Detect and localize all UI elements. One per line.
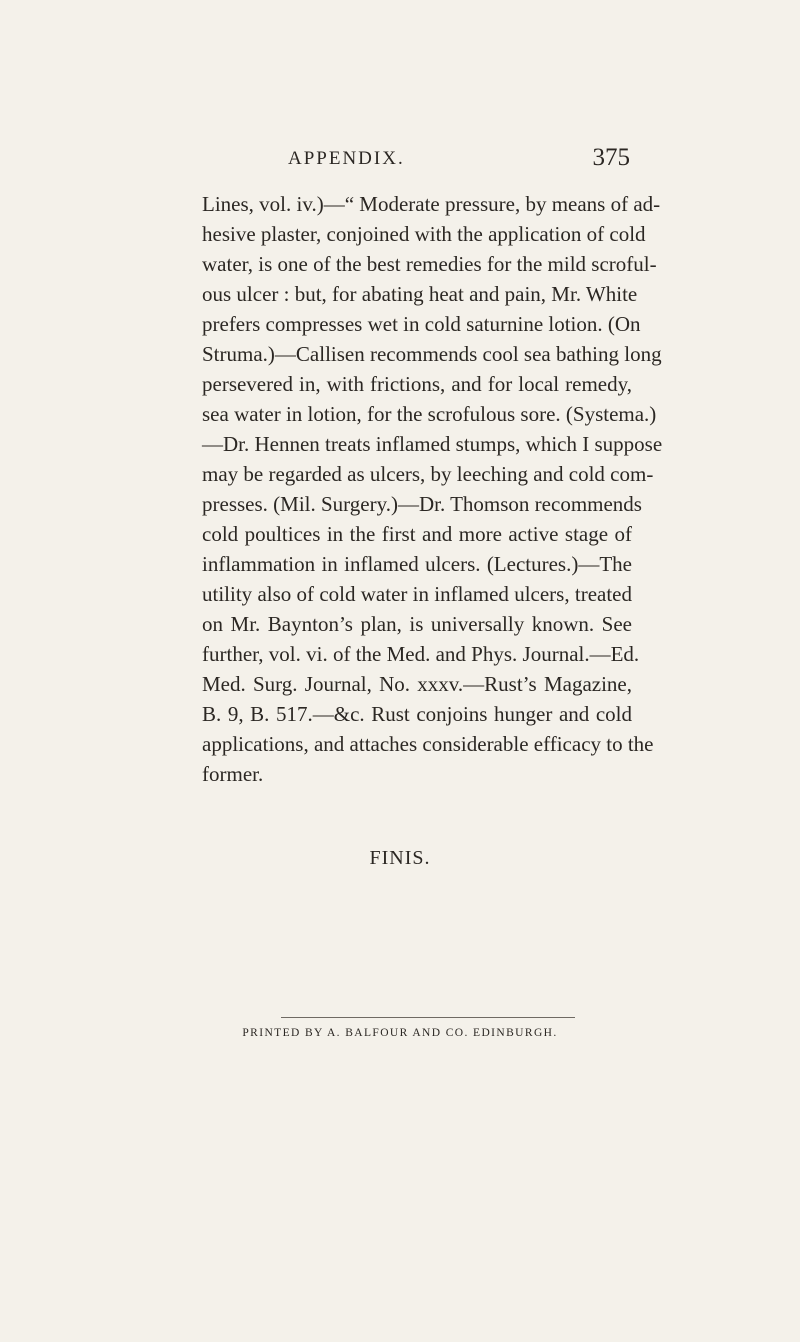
finis-heading: FINIS. (369, 847, 431, 869)
text-line: B. 9, B. 517.—&c. Rust conjoins hunger and cold (202, 702, 632, 726)
text-line: Struma.)—Callisen recommends cool sea bathing long (202, 342, 662, 366)
text-line: former. (202, 762, 264, 786)
text-line: water, is one of the best remedies for the mild scroful- (202, 252, 657, 276)
text-line: utility also of cold water in inflamed ulcers, treated (202, 582, 632, 606)
text-line: —Dr. Hennen treats inflamed stumps, which I suppose (202, 432, 663, 456)
text-line: sea water in lotion, for the scrofulous sore. (Systema.) (202, 402, 657, 426)
text-line: Lines, vol. iv.)—“ Moderate pressure, by means of ad- (202, 192, 661, 216)
text-line: prefers compresses wet in cold saturnine lotion. (On (202, 312, 641, 336)
body-paragraph (202, 189, 663, 789)
text-line: on Mr. Baynton’s plan, is universally known. See (202, 612, 632, 636)
running-head (204, 144, 630, 178)
imprint-divider (281, 1017, 575, 1018)
running-title: APPENDIX. (288, 148, 405, 169)
text-line: Med. Surg. Journal, No. xxxv.—Rust’s Magazine, (202, 672, 632, 696)
text-line: persevered in, with frictions, and for local remedy, (202, 372, 632, 396)
printer-imprint: PRINTED BY A. BALFOUR AND CO. EDINBURGH. (242, 1027, 558, 1039)
text-line: hesive plaster, conjoined with the application of cold (202, 222, 646, 246)
page-number: 375 (592, 144, 630, 171)
text-line: further, vol. vi. of the Med. and Phys. Journal.—Ed. (202, 642, 640, 666)
text-line: cold poultices in the first and more active stage of (202, 522, 632, 546)
text-line: ous ulcer : but, for abating heat and pain, Mr. White (202, 282, 638, 306)
text-line: applications, and attaches considerable efficacy to the (202, 732, 654, 756)
text-line: inflammation in inflamed ulcers. (Lectures.)—The (202, 552, 632, 576)
text-line: may be regarded as ulcers, by leeching and cold com- (202, 462, 654, 486)
text-line: presses. (Mil. Surgery.)—Dr. Thomson recommends (202, 492, 642, 516)
